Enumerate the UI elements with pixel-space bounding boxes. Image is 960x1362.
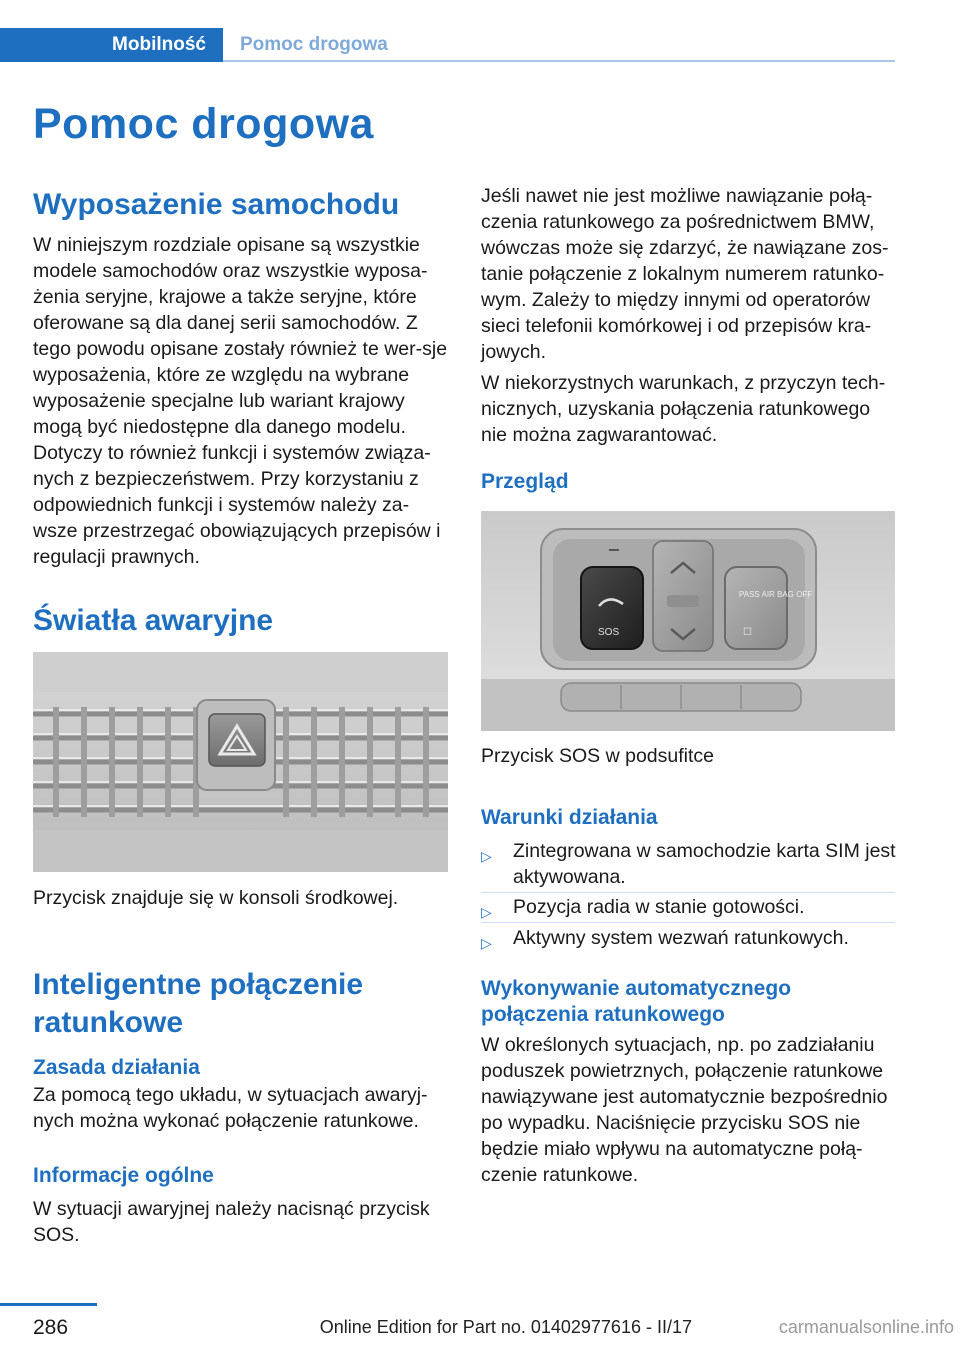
paragraph-bmw-connection: Jeśli nawet nie jest możliwe nawiązanie połą-czenia ratunkowego za pośrednictwem BMW, wówczas może się zdarzyć, że nawiązane zos-tanie połączenie z lokalnym numerem ratunko-wym. Zależy to między innymi od operatorów sieci telefonii komórkowej i od przepisów kra-jowych. [481, 185, 889, 363]
caption-hazard: Przycisk znajduje się w konsoli środkowej. [33, 887, 399, 909]
list-item: ▷ Zintegrowana w samochodzie karta SIM jest aktywowana. [481, 840, 896, 888]
page-title: Pomoc drogowa [33, 100, 374, 148]
tab-mobilnosc[interactable]: Mobilność [0, 28, 223, 62]
triangle-bullet-icon: ▷ [481, 935, 492, 951]
sos-label: SOS [598, 627, 620, 638]
paragraph-technical: W niekorzystnych warunkach, z przyczyn tech-nicznych, uzyskania połączenia ratunkowego nie można zagwarantować. [481, 372, 886, 446]
paragraph-general-info: W sytuacji awaryjnej należy nacisnąć przycisk SOS. [33, 1198, 430, 1246]
heading-principle: Zasada działania [33, 1056, 200, 1079]
heading-auto-call: Wykonywanie automatycznego połączenia ratunkowego [481, 977, 792, 1026]
paragraph-principle: Za pomocą tego układu, w sytuacjach awaryj-nych można wykonać połączenie ratunkowe. [33, 1084, 428, 1132]
triangle-bullet-icon: ▷ [481, 848, 492, 864]
edition-text: Online Edition for Part no. 01402977616 - II/17 [319, 1317, 692, 1337]
heading-general-info: Informacje ogólne [33, 1164, 214, 1187]
heading-conditions: Warunki działania [481, 806, 658, 829]
triangle-bullet-icon: ▷ [481, 904, 492, 920]
heading-overview: Przegląd [481, 470, 569, 493]
list-divider [481, 922, 895, 923]
watermark: carmanualsonline.info [778, 1317, 954, 1337]
list-divider [481, 892, 895, 893]
sos-button-photo [481, 511, 895, 731]
paragraph-auto-call: W określonych sytuacjach, np. po zadziałaniu poduszek powietrznych, połączenie ratunkowe nawiązywane jest automatycznie bezpośrednio po wypadku. Naciśnięcie przycisku SOS nie będzie miało wpływu na automatyczne połą-czenie ratunkowe. [481, 1034, 888, 1186]
heading-hazard-lights: Światła awaryjne [33, 604, 274, 637]
tab-pomoc-drogowa[interactable]: Pomoc drogowa [240, 34, 388, 55]
caption-sos: Przycisk SOS w podsufitce [481, 745, 714, 767]
conditions-list-2 [481, 894, 899, 920]
footer-rule [0, 1303, 97, 1306]
airbag-label: PASS AIR BAG OFF [739, 590, 813, 599]
header-divider [223, 60, 895, 62]
list-item: ▷ Pozycja radia w stanie gotowości. [481, 894, 899, 920]
paragraph-equipment: W niniejszym rozdziale opisane są wszystkie modele samochodów oraz wszystkie wyposa-żenia seryjne, krajowe a także seryjne, które oferowane są dla danej serii samochodów. Z tego powodu opisane zostały również te wer-sje wyposażenia, które ze względu na wybrane wyposażenie specjalne lub wariant krajowy mogą być niedostępne dla danego modelu. Dotyczy to również funkcji i systemów związa-nych z bezpieczeństwem. Przy korzystaniu z odpowiednich funkcji i systemów należy za-wsze przestrzegać obowiązujących przepisów i regulacji prawnych. [33, 234, 448, 568]
conditions-list [481, 838, 899, 890]
list-item: ▷ Aktywny system wezwań ratunkowych. [481, 925, 899, 951]
hazard-button-photo [33, 652, 448, 872]
heading-emergency-call: Inteligentne połączenie ratunkowe [33, 968, 364, 1039]
svg-text:☐: ☐ [743, 627, 752, 638]
heading-equipment: Wyposażenie samochodu [33, 188, 400, 221]
conditions-list-3 [481, 925, 899, 951]
page-number: 286 [33, 1316, 69, 1339]
